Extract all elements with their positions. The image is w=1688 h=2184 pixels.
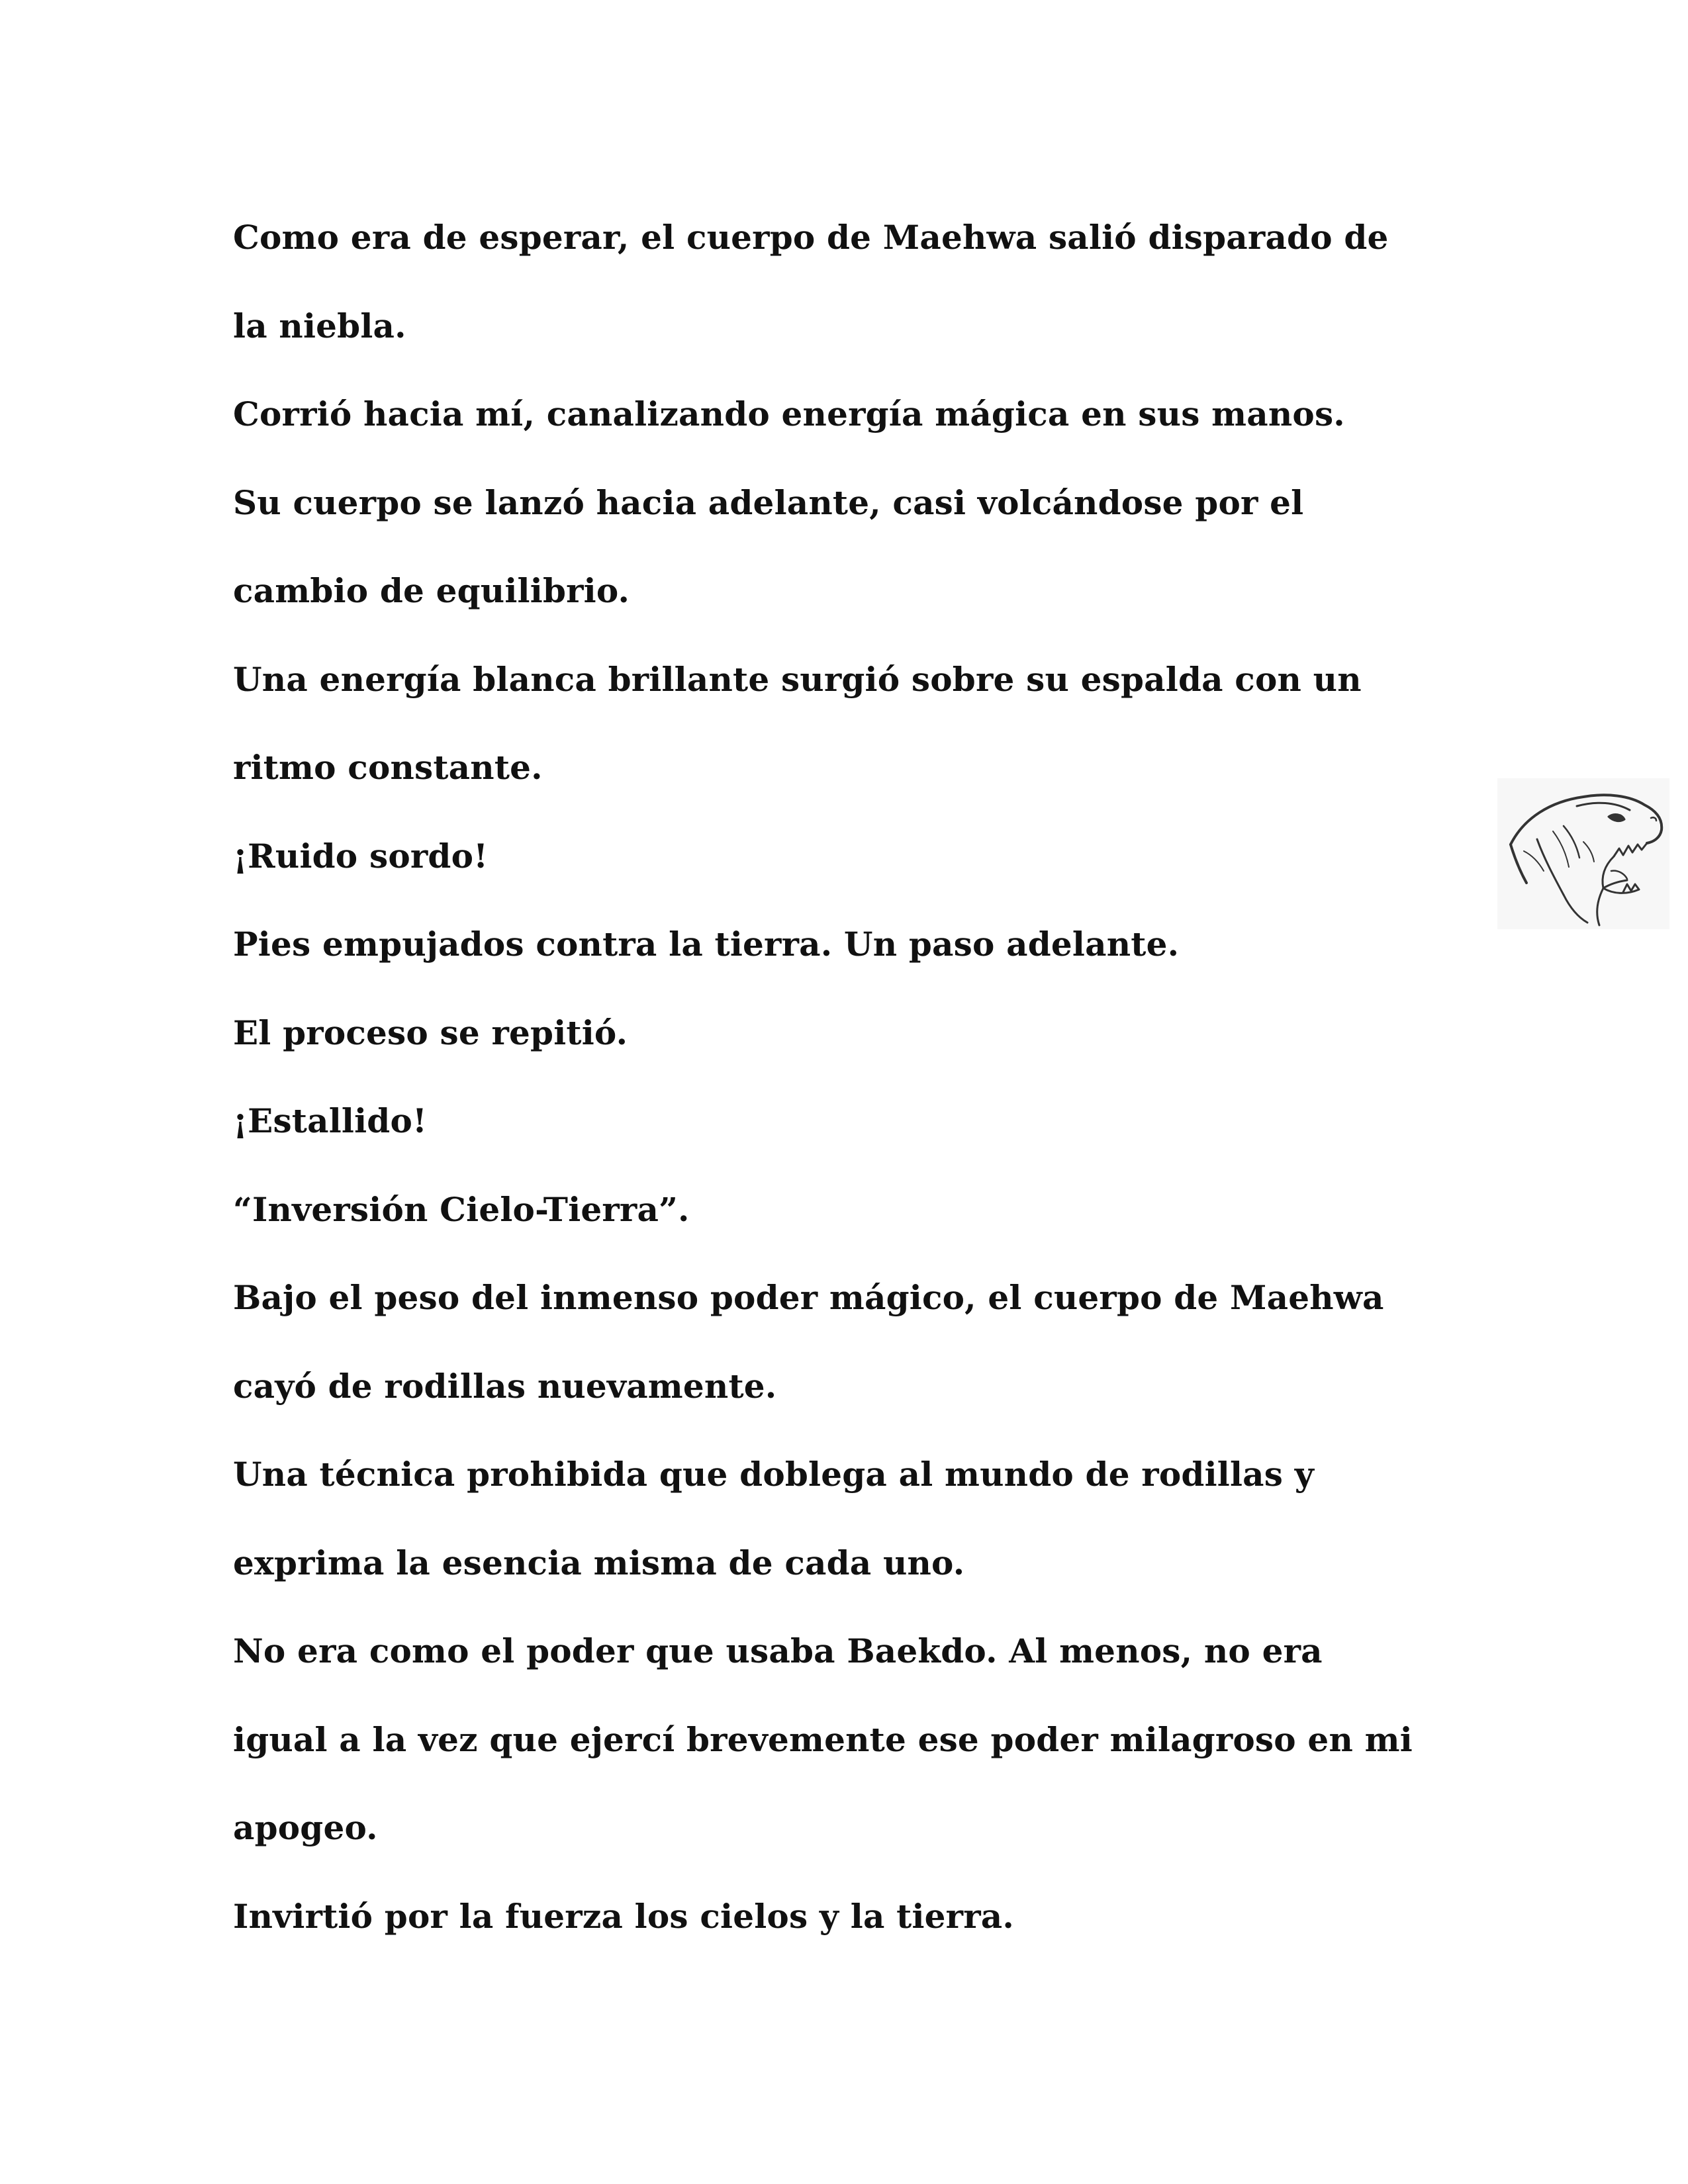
text-line-20: Invirtió por la fuerza los cielos y la tierra.	[233, 1896, 1014, 1936]
text-line-13: Bajo el peso del inmenso poder mágico, el cuerpo de Maehwa	[233, 1278, 1384, 1317]
text-line-1: Como era de esperar, el cuerpo de Maehwa salió disparado de	[233, 218, 1389, 257]
text-line-11: ¡Estallido!	[233, 1101, 428, 1140]
text-line-10: El proceso se repitió.	[233, 1013, 628, 1052]
text-line-6: Una energía blanca brillante surgió sobre su espalda con un	[233, 659, 1362, 699]
text-line-4: Su cuerpo se lanzó hacia adelante, casi volcándose por el	[233, 482, 1304, 522]
text-line-16: exprima la esencia misma de cada uno.	[233, 1543, 965, 1582]
text-line-14: cayó de rodillas nuevamente.	[233, 1366, 777, 1406]
text-line-3: Corrió hacia mí, canalizando energía mágica en sus manos.	[233, 394, 1345, 433]
text-line-15: Una técnica prohibida que doblega al mundo de rodillas y	[233, 1455, 1314, 1494]
text-line-2: la niebla.	[233, 306, 406, 345]
text-line-8: ¡Ruido sordo!	[233, 836, 489, 876]
text-line-9: Pies empujados contra la tierra. Un paso adelante.	[233, 925, 1180, 964]
text-line-18: igual a la vez que ejercí brevemente ese poder milagroso en mi	[233, 1719, 1413, 1759]
dinosaur-head-sketch-icon	[1497, 778, 1669, 929]
text-line-12: “Inversión Cielo-Tierra”.	[233, 1189, 690, 1229]
text-line-7: ritmo constante.	[233, 748, 543, 787]
document-body	[233, 193, 1491, 1960]
text-line-17: No era como el poder que usaba Baekdo. Al menos, no era	[233, 1631, 1323, 1670]
text-line-19: apogeo.	[233, 1808, 378, 1847]
text-line-5: cambio de equilibrio.	[233, 571, 630, 610]
